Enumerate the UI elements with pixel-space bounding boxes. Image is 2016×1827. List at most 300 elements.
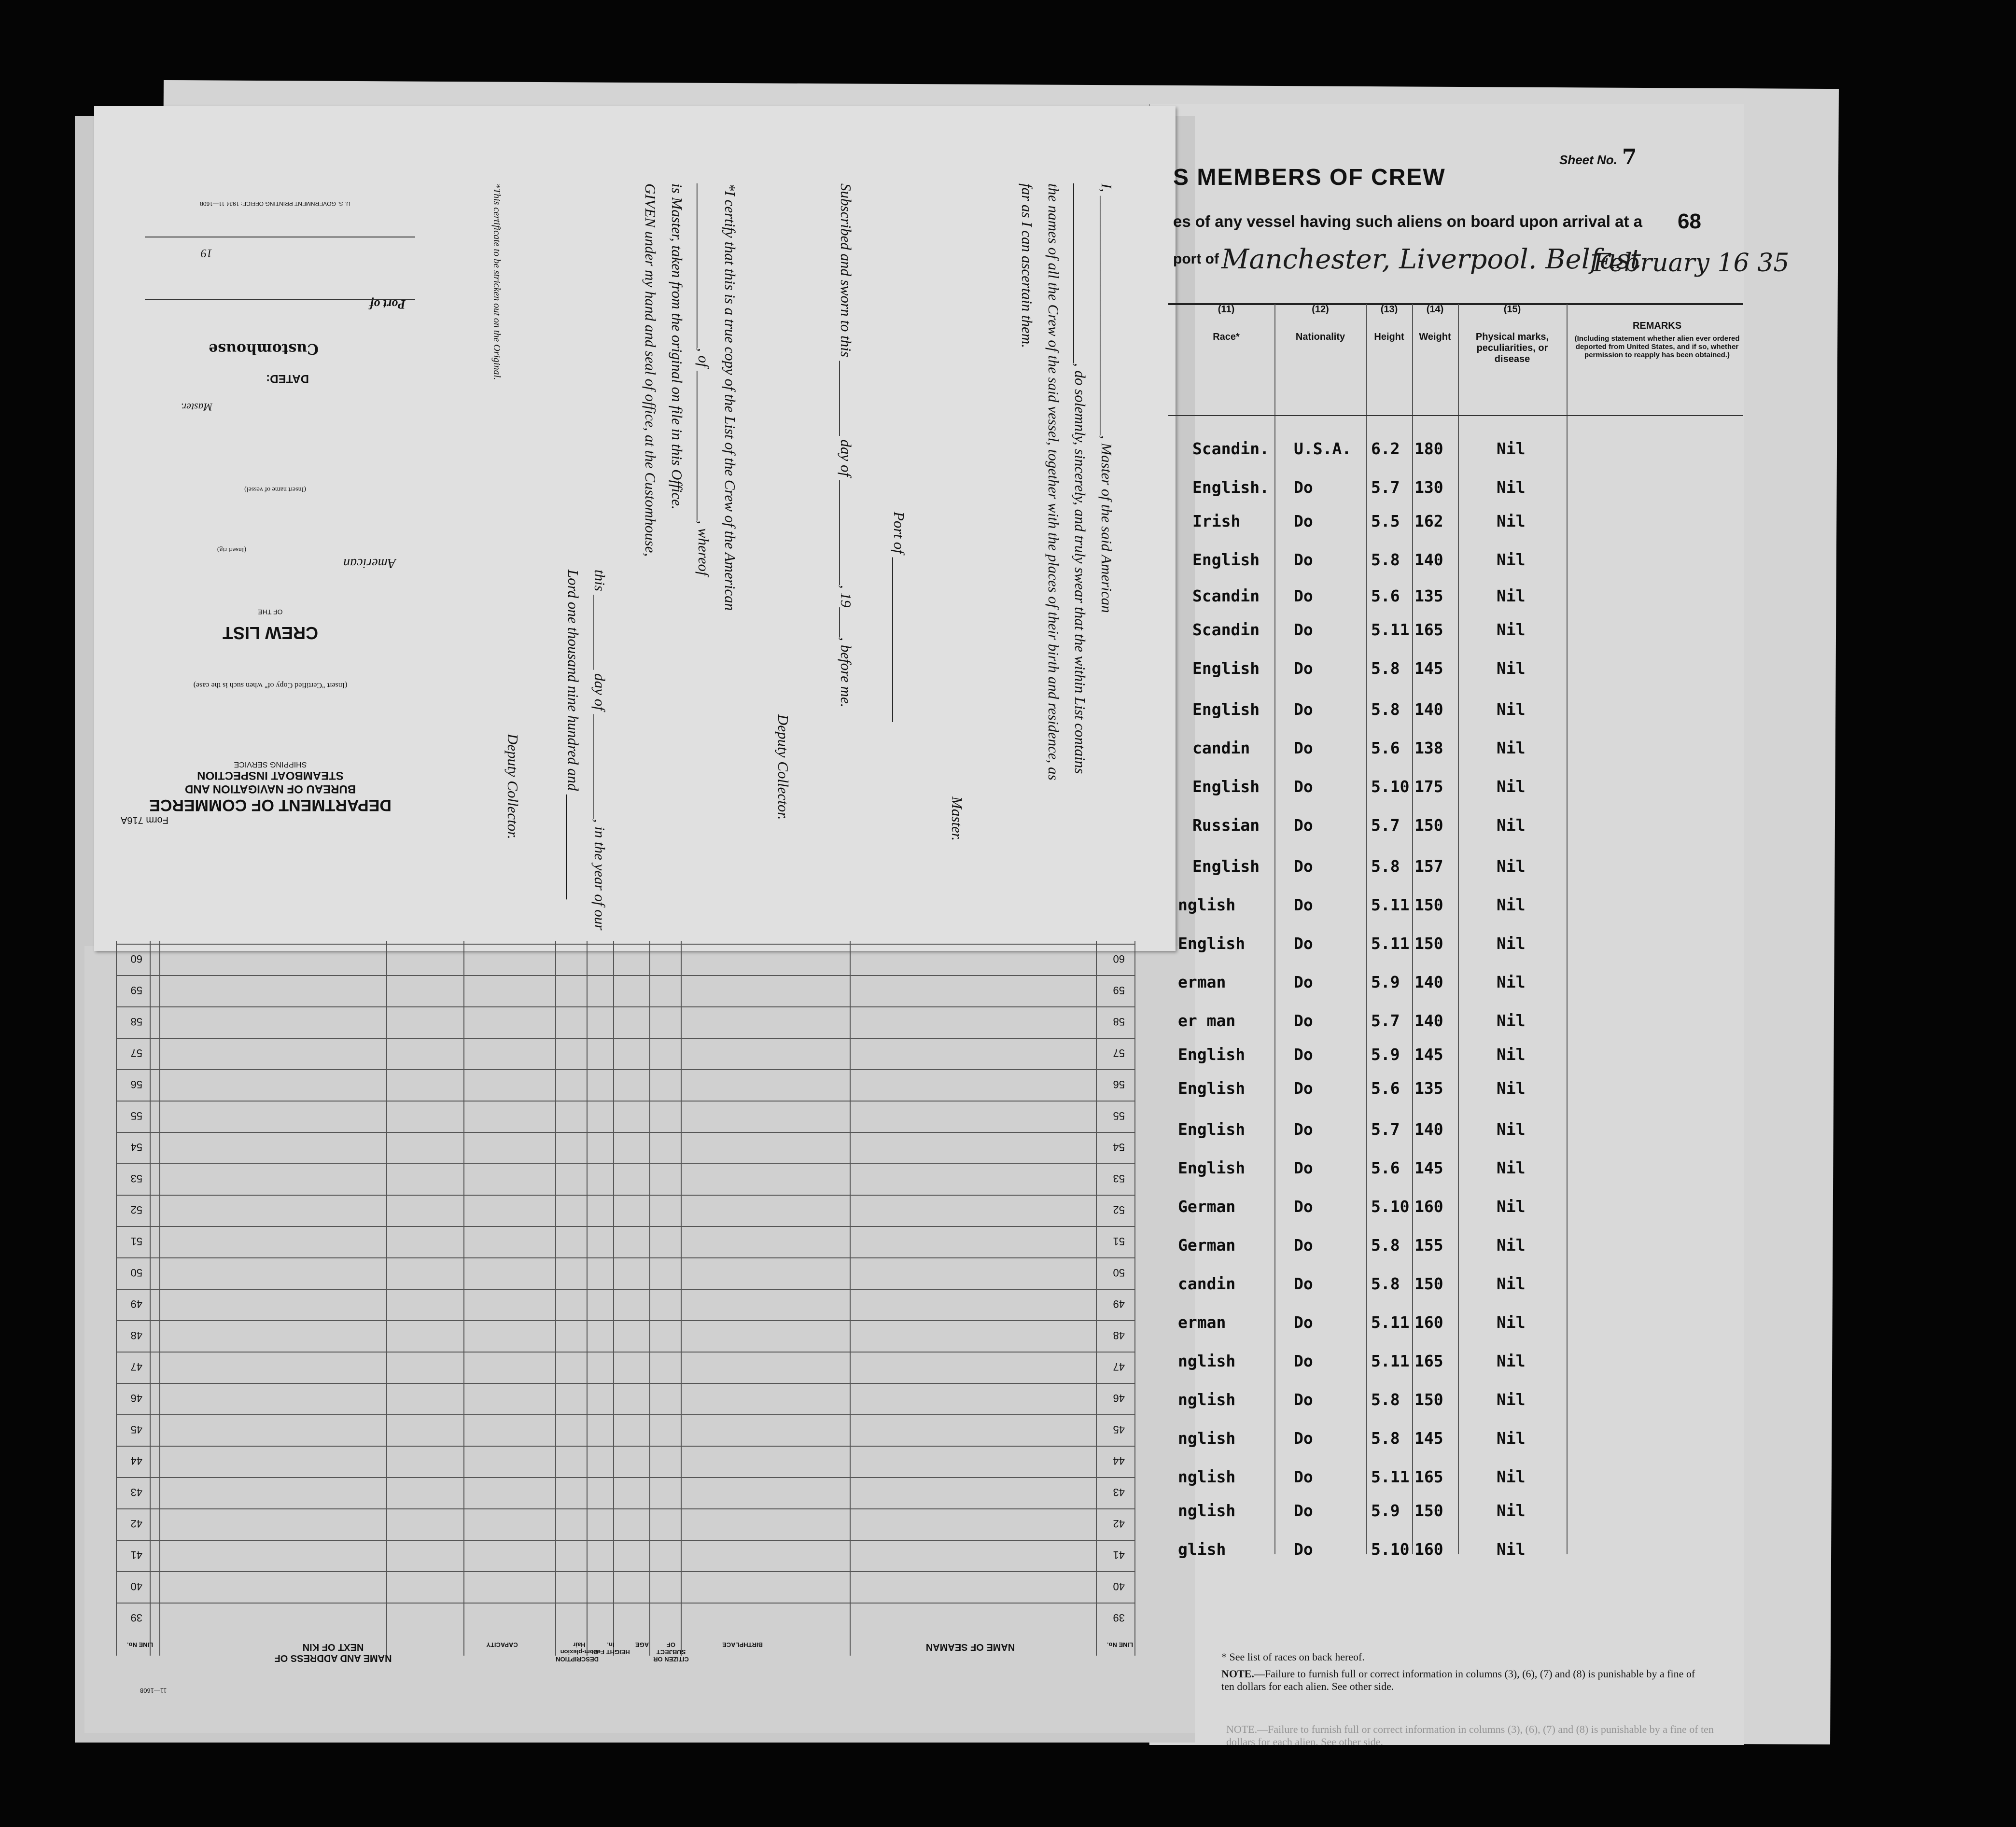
cell-weight: 160 [1414,1313,1443,1332]
grid-column-line [150,941,151,1656]
cell-nationality: Do [1294,1120,1313,1139]
cell-race: Russian [1192,816,1260,835]
cell-nationality: Do [1294,739,1313,757]
grid-column-line [555,941,556,1656]
ports-handwritten: Manchester, Liverpool. Belfast [1221,244,1641,275]
cell-nationality: Do [1294,1429,1313,1448]
crew-table-headers-wrap [618,1520,1583,1549]
form-number: Form 716A [121,815,168,825]
cell-weight: 130 [1414,478,1443,497]
column-divider [1274,304,1275,1554]
cell-marks: Nil [1497,478,1526,497]
cell-nationality: Do [1294,1045,1313,1064]
cell-nationality: Do [1294,777,1313,796]
certificate-line: Subscribed and sworn to this __________ day of ______________, 19____, before me. [838,183,854,708]
cell-nationality: Do [1294,512,1313,530]
cell-race: English [1178,934,1246,953]
column-divider [1458,304,1459,1554]
certificate-line: this __________ day of ______________, in the year of our [591,570,608,931]
line-number: 44 [130,1455,142,1467]
cell-marks: Nil [1497,620,1526,639]
column-header-3 [1366,304,1412,415]
cell-marks: Nil [1497,1352,1526,1370]
cell-race: English [1192,777,1260,796]
line-number: 43 [1113,1486,1125,1498]
cell-race: German [1178,1197,1236,1216]
cell-weight: 140 [1414,550,1443,569]
cell-nationality: Do [1294,659,1313,678]
cell-height: 5.11 [1371,1352,1410,1370]
cell-height: 5.9 [1371,1501,1400,1520]
crew-table-header: HEIGHT Feet In. [591,1641,630,1656]
cell-marks: Nil [1497,1540,1526,1559]
cell-height: 5.8 [1371,1429,1400,1448]
cell-marks: Nil [1497,1313,1526,1332]
cell-race: nglish [1178,1429,1236,1448]
crew-table-header: DESCRIPTION Com-plexion Hair [556,1641,599,1663]
cell-marks: Nil [1497,895,1526,914]
cell-height: 5.9 [1371,1045,1400,1064]
cell-marks: Nil [1497,700,1526,719]
cell-marks: Nil [1497,857,1526,876]
american-label: American [343,556,396,571]
cell-weight: 140 [1414,700,1443,719]
column-label: Nationality [1295,332,1345,342]
line-number: 50 [1113,1267,1125,1279]
line-number: 54 [130,1141,142,1153]
line-number: 41 [130,1549,142,1561]
service-heading: SHIPPING SERVICE [234,760,307,768]
cell-nationality: Do [1294,1467,1313,1486]
column-divider [1412,304,1413,1554]
line-number: 44 [1113,1455,1125,1467]
grid-column-line [116,941,117,1656]
cell-race: English [1178,1120,1246,1139]
cell-weight: 145 [1414,1045,1443,1064]
line-number: 56 [1113,1078,1125,1090]
cell-marks: Nil [1497,1011,1526,1030]
line-number: 60 [1113,953,1125,965]
cell-height: 5.7 [1371,1011,1400,1030]
cell-height: 5.10 [1371,1540,1410,1559]
grid-row-line [116,1508,1134,1509]
grid-row-line [116,1320,1134,1321]
certificate-line: Master. [949,796,966,841]
column-header-1 [1178,304,1274,415]
year-label: 19 [201,247,212,259]
line-number: 50 [130,1267,142,1279]
cell-height: 5.11 [1371,895,1410,914]
line-number: 40 [1113,1580,1125,1592]
cell-marks: Nil [1497,1467,1526,1486]
line-number: 43 [130,1486,142,1498]
crew-list-title: CREW LIST [223,623,318,643]
cell-nationality: Do [1294,816,1313,835]
grid-row-line [116,1163,1134,1164]
column-divider [1366,304,1367,1554]
cell-marks: Nil [1497,1120,1526,1139]
cell-height: 5.11 [1371,1467,1410,1486]
cell-race: glish [1178,1540,1226,1559]
grid-column-line [159,941,160,1656]
cell-nationality: Do [1294,1501,1313,1520]
cell-race: English. [1192,478,1269,497]
cell-weight: 145 [1414,1429,1443,1448]
crew-table-header: BIRTHPLACE [722,1641,763,1648]
cell-weight: 162 [1414,512,1443,530]
cell-weight: 175 [1414,777,1443,796]
grid-row-line [116,944,1134,945]
cell-weight: 150 [1414,816,1443,835]
insert-name-note: (Insert name of vessel) [244,486,306,493]
line-number: 53 [1113,1172,1125,1185]
cell-height: 5.10 [1371,1197,1410,1216]
column-number: (14) [1426,304,1444,315]
cell-marks: Nil [1497,1501,1526,1520]
cell-nationality: Do [1294,1540,1313,1559]
cell-weight: 150 [1414,895,1443,914]
cell-weight: 140 [1414,1120,1443,1139]
grid-row-line [116,1038,1134,1039]
of-the-label: OF THE [258,608,283,616]
cell-weight: 140 [1414,973,1443,991]
grid-row-line [116,1257,1134,1258]
column-number: (11) [1218,304,1235,315]
port-label: port of [1173,251,1219,267]
cell-height: 5.8 [1371,550,1400,569]
cell-marks: Nil [1497,934,1526,953]
column-label: Physical marks, peculiarities, or disease [1475,332,1549,364]
line-number: 56 [130,1078,142,1090]
certificate-line: Port of ______________________ [891,512,908,722]
cell-weight: 135 [1414,1079,1443,1098]
crew-table-header: LINE No. [126,1641,154,1648]
grid-row-line [116,1603,1134,1604]
cell-height: 5.11 [1371,1313,1410,1332]
cell-height: 5.6 [1371,586,1400,605]
line-number: 53 [130,1172,142,1185]
left-crew-table-area [84,946,1195,1733]
cell-height: 5.9 [1371,973,1400,991]
cell-marks: Nil [1497,777,1526,796]
grid-row-line [116,975,1134,976]
cell-height: 5.6 [1371,1158,1400,1177]
cell-marks: Nil [1497,739,1526,757]
certificate-line: Deputy Collector. [775,714,792,820]
cell-race: candin [1178,1274,1236,1293]
cell-weight: 160 [1414,1197,1443,1216]
date-handwritten: February 16 35 [1593,249,1790,278]
cell-height: 6.2 [1371,439,1400,458]
cell-nationality: Do [1294,1313,1313,1332]
cell-marks: Nil [1497,550,1526,569]
manifest-subtitle: es of any vessel having such aliens on board upon arrival at a [1173,212,1642,230]
manifest-title: S MEMBERS OF CREW [1173,165,1446,190]
cell-race: Irish [1192,512,1241,530]
header-bottom-rule [1168,415,1743,416]
cell-nationality: Do [1294,1274,1313,1293]
cell-race: German [1178,1236,1236,1255]
cell-marks: Nil [1497,1158,1526,1177]
line-number: 59 [1113,984,1125,996]
cell-height: 5.11 [1371,934,1410,953]
certificate-line: far as I can ascertain them. [1019,183,1036,348]
cell-nationality: Do [1294,895,1313,914]
cell-nationality: Do [1294,1352,1313,1370]
page-number: 68 [1678,209,1701,233]
cell-weight: 165 [1414,620,1443,639]
column-label: Weight [1419,332,1451,342]
grid-row-line [116,1132,1134,1133]
cell-weight: 145 [1414,659,1443,678]
grid-row-line [116,1069,1134,1070]
department-heading: DEPARTMENT OF COMMERCE [149,796,392,814]
certificate-line: *I certify that this is a true copy of the List of the Crew of the American [722,183,739,611]
grid-row-line [116,1352,1134,1353]
line-number: 42 [1113,1518,1125,1530]
insert-rig-note: (Insert rig) [217,546,247,553]
cell-height: 5.8 [1371,1274,1400,1293]
line-number: 55 [130,1110,142,1122]
cell-height: 5.7 [1371,816,1400,835]
grid-row-line [116,1226,1134,1227]
line-number: 57 [130,1047,142,1059]
cell-race: Scandin. [1192,439,1269,458]
cell-marks: Nil [1497,586,1526,605]
line-number: 57 [1113,1047,1125,1059]
cell-height: 5.10 [1371,777,1410,796]
line-number: 60 [130,953,142,965]
cell-marks: Nil [1497,439,1526,458]
column-number: (15) [1503,304,1521,315]
grid-row-line [116,1006,1134,1007]
line-number: 52 [1113,1204,1125,1216]
cell-nationality: Do [1294,1079,1313,1098]
cell-weight: 140 [1414,1011,1443,1030]
cell-race: er man [1178,1011,1236,1030]
bureau-heading: BUREAU OF NAVIGATION AND STEAMBOAT INSPECTION [184,769,356,795]
line-number: 55 [1113,1110,1125,1122]
cell-marks: Nil [1497,1390,1526,1409]
cell-nationality: Do [1294,973,1313,991]
crew-table-header: CAPACITY [486,1641,518,1648]
cell-race: erman [1178,1313,1226,1332]
cell-height: 5.8 [1371,857,1400,876]
form-code: 11—1608 [140,1687,167,1694]
grid-row-line [116,1414,1134,1415]
master-label-cover: Master. [181,401,212,413]
line-number: 42 [130,1518,142,1530]
column-header-4 [1412,304,1458,415]
grid-column-line [613,941,614,1656]
cell-height: 5.8 [1371,1236,1400,1255]
cell-height: 5.6 [1371,739,1400,757]
line-number: 45 [130,1423,142,1436]
column-label: Race* [1213,332,1240,342]
certificate-line: is Master, taken from the original on file in this Office. [669,183,686,510]
crew-table-header: NAME OF SEAMAN [925,1642,1015,1652]
cell-height: 5.7 [1371,478,1400,497]
cell-nationality: Do [1294,700,1313,719]
crew-table-header: LINE No. [1106,1641,1134,1648]
grid-row-line [116,1446,1134,1447]
printing-office-line: U. S. GOVERNMENT PRINTING OFFICE: 1934 11—1608 [200,200,350,207]
cell-height: 5.8 [1371,659,1400,678]
sheet-number: Sheet No. 7 [1559,145,1637,169]
cell-marks: Nil [1497,512,1526,530]
cell-weight: 145 [1414,1158,1443,1177]
port-of-line [145,299,415,300]
cell-weight: 150 [1414,1274,1443,1293]
cell-race: candin [1192,739,1250,757]
cell-height: 5.8 [1371,1390,1400,1409]
column-header-2 [1274,304,1366,415]
column-label: REMARKS [1632,321,1682,331]
cell-weight: 160 [1414,1540,1443,1559]
cell-nationality: Do [1294,934,1313,953]
cell-race: nglish [1178,1390,1236,1409]
line-number: 59 [130,984,142,996]
crew-list-masthead [121,714,420,825]
grid-row-line [116,1571,1134,1572]
cell-weight: 138 [1414,739,1443,757]
line-number: 52 [130,1204,142,1216]
grid-row-line [116,1477,1134,1478]
line-number: 51 [1113,1235,1125,1247]
cell-race: English [1192,550,1260,569]
grid-row-line [116,1101,1134,1102]
cell-nationality: Do [1294,586,1313,605]
cell-nationality: Do [1294,1158,1313,1177]
certificate-line: ________________________, do solemnly, sincerely, and truly swear that the within List contains [1072,183,1089,774]
cell-race: English [1192,659,1260,678]
cell-marks: Nil [1497,1274,1526,1293]
grid-row-line [116,1289,1134,1290]
note-penalty: NOTE.—Failure to furnish full or correct information in columns (3), (6), (7) and (8) is punishable by a fine of ten dollars for each alien. See other side. [1221,1668,1695,1692]
column-header-5 [1458,304,1567,415]
cell-race: nglish [1178,1352,1236,1370]
cell-height: 5.7 [1371,1120,1400,1139]
line-number: 46 [1113,1392,1125,1404]
cell-weight: 150 [1414,1390,1443,1409]
grid-row-line [116,1383,1134,1384]
cell-nationality: Do [1294,478,1313,497]
line-number: 45 [1113,1423,1125,1436]
cell-weight: 150 [1414,934,1443,953]
crew-table-header: NAME AND ADDRESS OF NEXT OF KIN [274,1642,392,1663]
certificate-line: I, ________________________________, Master of the said American [1098,183,1115,613]
line-number: 49 [1113,1298,1125,1310]
line-number: 40 [130,1580,142,1592]
cell-race: English [1178,1045,1246,1064]
footnote-races: * See list of races on back hereof. [1221,1651,1365,1663]
cell-weight: 165 [1414,1467,1443,1486]
certificate-line: ______________________, of ____________________, whereof [695,183,712,576]
line-number: 39 [1113,1612,1125,1624]
cell-race: English [1178,1079,1246,1098]
column-number: (12) [1312,304,1329,315]
note-penalty-lower: NOTE.—Failure to furnish full or correct information in columns (3), (6), (7) and (8) is punishable by a fine of ten dollars for each alien. See other side. [1226,1723,1714,1748]
cell-marks: Nil [1497,659,1526,678]
port-of-cover: Port of [369,297,406,311]
cell-height: 5.11 [1371,620,1410,639]
cell-marks: Nil [1497,1045,1526,1064]
cell-weight: 155 [1414,1236,1443,1255]
dated-label: DATED: [266,372,309,385]
cell-race: nglish [1178,895,1236,914]
line-number: 48 [130,1329,142,1341]
column-label: Height [1374,332,1404,342]
line-number: 48 [1113,1329,1125,1341]
column-divider [1567,304,1568,1554]
cell-marks: Nil [1497,816,1526,835]
certificate-line: the names of all the Crew of the said vessel, together with the places of their birth and residence, as [1045,183,1062,781]
cell-weight: 150 [1414,1501,1443,1520]
cell-race: erman [1178,973,1226,991]
cell-nationality: Do [1294,550,1313,569]
cell-race: Scandin [1192,620,1260,639]
cell-nationality: Do [1294,1011,1313,1030]
line-number: 41 [1113,1549,1125,1561]
cell-marks: Nil [1497,1236,1526,1255]
cell-weight: 157 [1414,857,1443,876]
cell-nationality: Do [1294,1197,1313,1216]
column-header-6 [1567,304,1748,415]
remarks-note: (Including statement whether alien ever ordered deported from United States, and if so, whether permission to reapply has been obtained.) [1574,335,1740,359]
line-number: 58 [130,1016,142,1028]
line-number: 47 [130,1361,142,1373]
cell-marks: Nil [1497,973,1526,991]
customhouse-label: Customhouse [209,340,319,357]
line-number: 46 [130,1392,142,1404]
grid-row-line [116,1195,1134,1196]
grid-column-line [386,941,387,1656]
cell-nationality: U.S.A. [1294,439,1352,458]
line-number: 47 [1113,1361,1125,1373]
certificate-line: *This certificate to be stricken out on the Original. [491,183,502,380]
line-number: 49 [130,1298,142,1310]
line-number: 39 [130,1612,142,1624]
cell-marks: Nil [1497,1197,1526,1216]
cell-weight: 180 [1414,439,1443,458]
crew-table-header: CITIZEN OR SUBJECT OF [653,1641,689,1663]
cell-height: 5.5 [1371,512,1400,530]
grid-column-line [463,941,464,1656]
cell-height: 5.8 [1371,700,1400,719]
cell-nationality: Do [1294,857,1313,876]
insert-certified-note: (Insert "Certified Copy of" when such is the case) [193,681,348,689]
line-number: 58 [1113,1016,1125,1028]
crew-table-header: AGE [635,1641,649,1648]
line-number: 51 [130,1235,142,1247]
certificate-line: Lord one thousand nine hundred and ______________ [565,570,582,900]
cell-weight: 135 [1414,586,1443,605]
cell-marks: Nil [1497,1079,1526,1098]
cell-height: 5.6 [1371,1079,1400,1098]
certificate-line: GIVEN under my hand and seal of office, at the Customhouse, [642,183,659,557]
cell-race: English [1192,857,1260,876]
column-number: (13) [1380,304,1398,315]
cell-nationality: Do [1294,1236,1313,1255]
grid-column-line [587,941,588,1656]
cell-race: English [1178,1158,1246,1177]
certificate-line: Deputy Collector. [504,734,521,839]
cell-nationality: Do [1294,620,1313,639]
cell-race: nglish [1178,1501,1236,1520]
cell-race: English [1192,700,1260,719]
cell-weight: 165 [1414,1352,1443,1370]
cell-marks: Nil [1497,1429,1526,1448]
